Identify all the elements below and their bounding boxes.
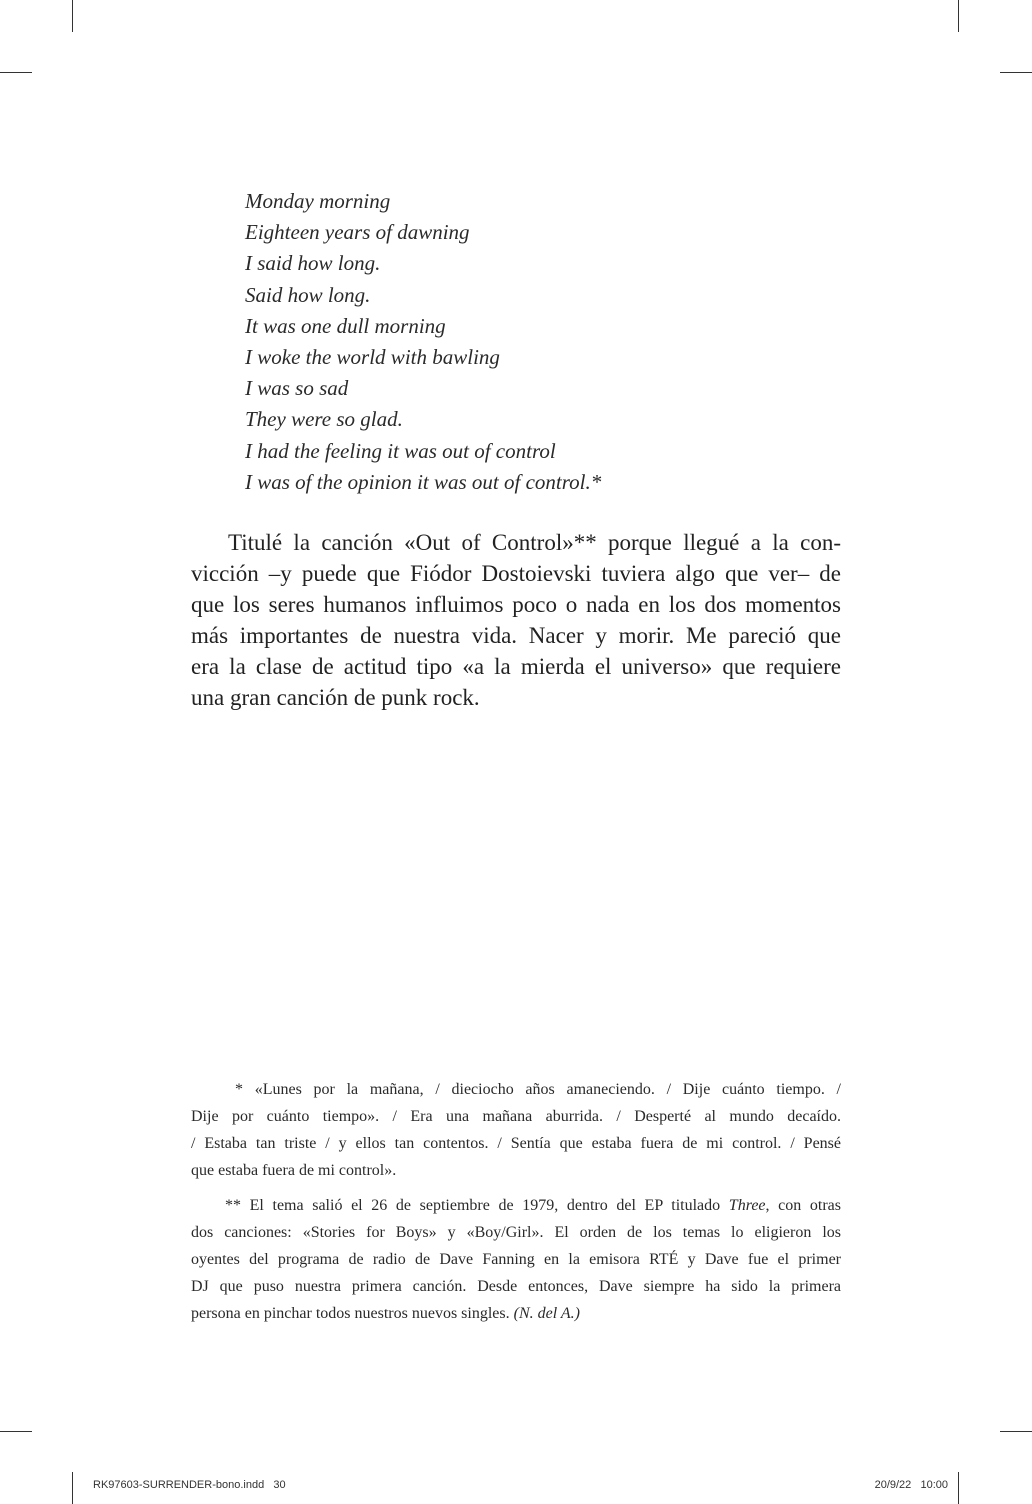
- crop-mark-bottom-right: [958, 1472, 959, 1504]
- lyric-line: Said how long.: [245, 282, 371, 307]
- footnote-line: / Estaba tan triste / y ellos tan contentos. / Sentía que estaba fuera de mi control. / Pensé: [191, 1135, 841, 1152]
- crop-mark-top-left: [72, 0, 73, 32]
- footnote-line: que estaba fuera de mi control».: [191, 1162, 397, 1179]
- footnote-text: persona en pinchar todos nuestros nuevos singles.: [191, 1305, 514, 1322]
- paragraph-line: más importantes de nuestra vida. Nacer y morir. Me pareció que: [191, 623, 841, 648]
- lyric-line: Monday morning: [245, 189, 391, 213]
- lyric-line: It was one dull morning: [245, 313, 446, 338]
- crop-mark-right-top: [1000, 72, 1032, 73]
- paragraph-line: una gran canción de punk rock.: [191, 685, 480, 710]
- footnote-line: Dije por cuánto tiempo». / Era una mañana aburrida. / Desperté al mundo decaído.: [191, 1108, 841, 1125]
- lyrics-block: [245, 186, 845, 498]
- crop-mark-bottom-left: [72, 1472, 73, 1504]
- footnote-1: [191, 1076, 841, 1184]
- lyric-line: They were so glad.: [245, 407, 403, 432]
- lyric-line: I said how long.: [245, 251, 381, 276]
- footnote-line: * «Lunes por la mañana, / dieciocho años amaneciendo. / Dije cuánto tiempo. /: [235, 1081, 841, 1098]
- footnote-text: , con otras: [765, 1197, 842, 1214]
- author-note: (N. del A.): [513, 1305, 580, 1322]
- footnote-2: [191, 1192, 841, 1327]
- paragraph-line: que los seres humanos influimos poco o nada en los dos momentos: [191, 592, 841, 617]
- crop-mark-right-bottom: [1000, 1431, 1032, 1432]
- footnote-text: ** El tema salió el 26 de septiembre de 1979, dentro del EP titulado: [225, 1197, 729, 1214]
- crop-mark-top-right: [958, 0, 959, 32]
- lyric-line: Eighteen years of dawning: [245, 220, 470, 245]
- footnotes: [191, 1076, 841, 1327]
- lyric-line: I woke the world with bawling: [245, 345, 500, 370]
- lyric-line: I was so sad: [245, 376, 349, 401]
- lyric-line: I had the feeling it was out of control: [245, 438, 556, 463]
- paragraph-line: Titulé la canción «Out of Control»** porque llegué a la con-: [228, 530, 841, 555]
- footnote-line: oyentes del programa de radio de Dave Fanning en la emisora RTÉ y Dave fue el primer: [191, 1251, 841, 1268]
- body-paragraph: [191, 527, 841, 713]
- ep-title: Three: [728, 1197, 766, 1214]
- paragraph-line: vicción –y puede que Fiódor Dostoievski tuviera algo que ver– de: [191, 561, 841, 586]
- paragraph-line: era la clase de actitud tipo «a la mierda el universo» que requiere: [191, 654, 841, 679]
- slug-date: 20/9/22 10:00: [874, 1479, 948, 1491]
- slug-filename: RK97603-SURRENDER-bono.indd 30: [93, 1479, 286, 1491]
- crop-mark-left-bottom: [0, 1431, 32, 1432]
- footnote-line: [191, 1192, 841, 1219]
- footnote-line: [191, 1300, 841, 1327]
- lyric-line: I was of the opinion it was out of control.*: [245, 469, 602, 494]
- footnote-line: dos canciones: «Stories for Boys» y «Boy/Girl». El orden de los temas lo eligieron los: [191, 1224, 841, 1241]
- footnote-line: DJ que puso nuestra primera canción. Desde entonces, Dave siempre ha sido la primera: [191, 1278, 841, 1295]
- crop-mark-left-top: [0, 72, 32, 73]
